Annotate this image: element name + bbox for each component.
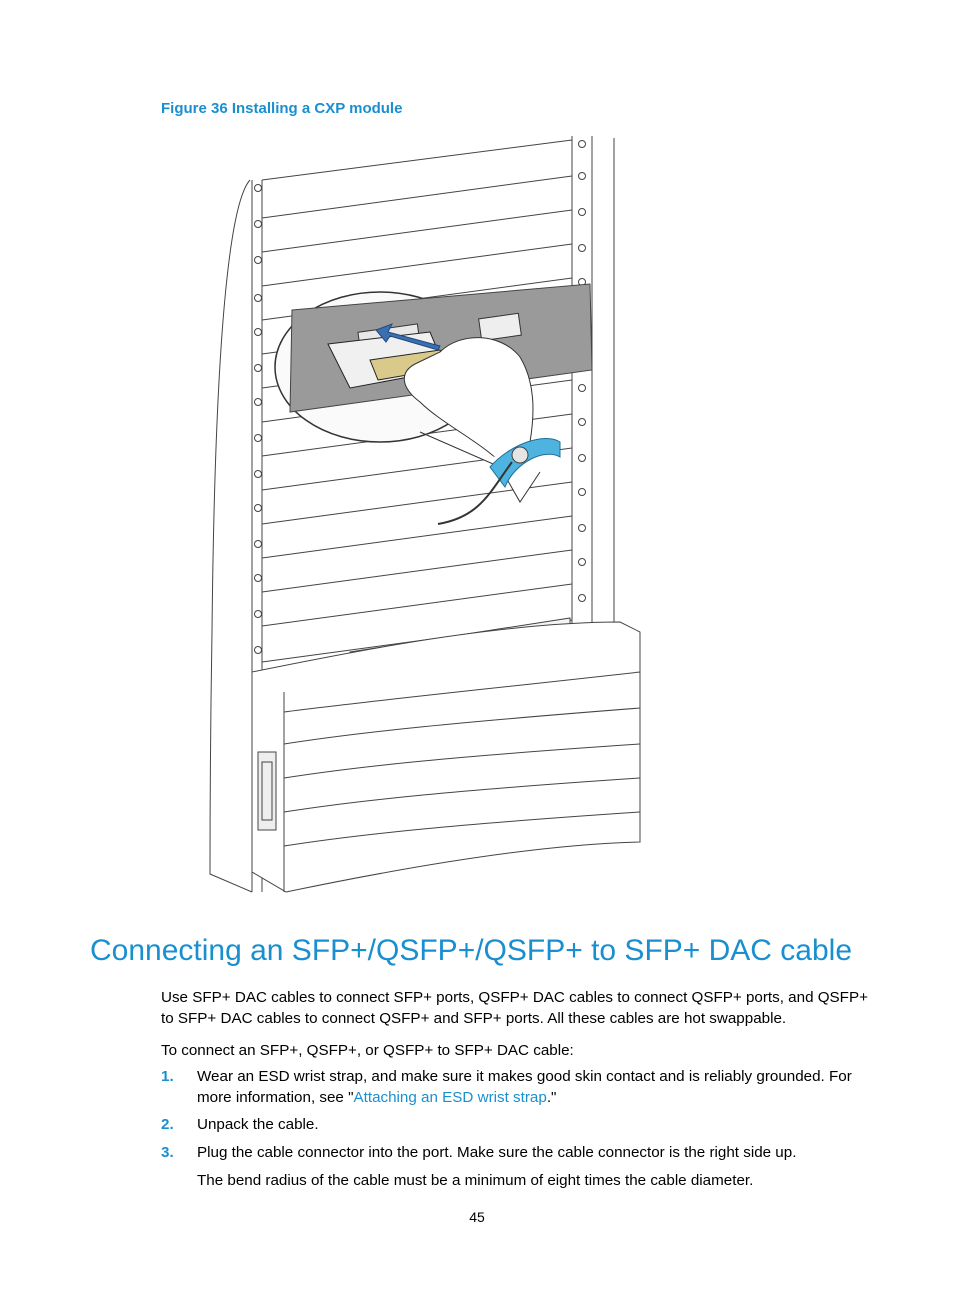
step-number: 3. <box>161 1144 174 1161</box>
chassis-cxp-install-illustration <box>200 132 650 900</box>
page-number: 45 <box>469 1209 485 1225</box>
step-text: Unpack the cable. <box>197 1116 319 1133</box>
lead-in-paragraph: To connect an SFP+, QSFP+, or QSFP+ to SFP+ DAC cable: <box>161 1042 574 1059</box>
list-item <box>161 1142 871 1163</box>
step-number: 1. <box>161 1068 174 1085</box>
figure-caption: Figure 36 Installing a CXP module <box>161 100 403 117</box>
section-title: Connecting an SFP+/QSFP+/QSFP+ to SFP+ DAC cable <box>90 934 853 967</box>
step-number: 2. <box>161 1116 174 1133</box>
step-text: Plug the cable connector into the port. Make sure the cable connector is the right side up. <box>197 1144 797 1161</box>
list-item <box>161 1066 871 1108</box>
intro-paragraph: Use SFP+ DAC cables to connect SFP+ ports, QSFP+ DAC cables to connect QSFP+ ports, and QSFP+ to SFP+ DAC cables to connect QSFP+ and SFP+ ports. All these cables are hot swappable. <box>161 989 868 1027</box>
esd-wrist-strap-link[interactable]: Attaching an ESD wrist strap <box>353 1089 547 1106</box>
bend-radius-note: The bend radius of the cable must be a minimum of eight times the cable diameter. <box>197 1172 754 1189</box>
step-text: Wear an ESD wrist strap, and make sure it makes good skin contact and is reliably grounded. For more information, see "Attaching an ESD wrist strap." <box>197 1068 852 1106</box>
list-item <box>161 1114 871 1135</box>
